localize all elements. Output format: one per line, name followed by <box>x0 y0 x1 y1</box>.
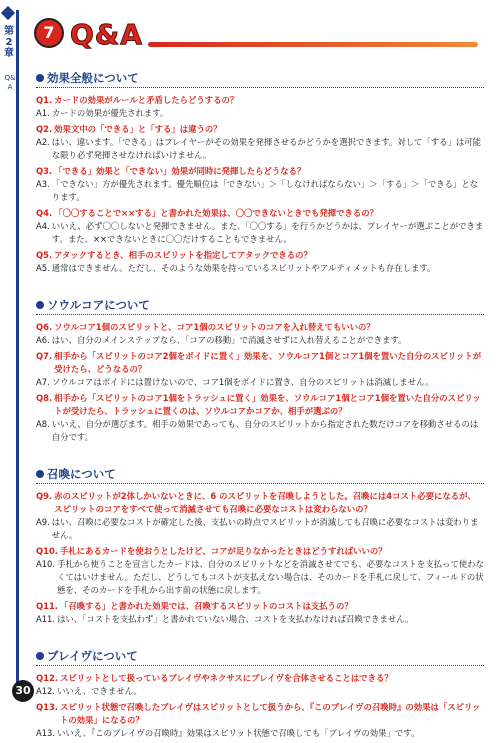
question-label: Q9. <box>36 491 53 501</box>
answer-text: はい、自分のメインステップなら、「コアの移動」で消滅させずに入れ替えることができます。 <box>51 335 407 345</box>
page-header <box>36 18 476 56</box>
answer-text: 通常はできません。ただし、そのような効果を持っているスピリットやアルティメットも存在します。 <box>51 263 436 273</box>
page-title: Q&A <box>70 18 143 51</box>
question-text: 「〇〇することで××する」と書かれた効果は、〇〇できないときでも発揮できるの？ <box>54 208 379 218</box>
answer-text: カードの効果が優先されます。 <box>51 108 169 118</box>
answer-text: はい、召喚に必要なコストが確定した後、支払いの時点でスピリットが消滅しても召喚に必要なコストは変わりません。 <box>51 517 479 540</box>
qa-item <box>36 545 484 597</box>
answer-label: A12. <box>36 686 56 696</box>
question-label: Q11. <box>36 601 58 611</box>
question-row <box>36 701 484 727</box>
section-heading-text: 効果全般について <box>47 71 139 85</box>
question-row <box>36 490 484 516</box>
qa-item <box>36 94 484 120</box>
page-number: 30 <box>12 680 34 702</box>
answer-text: いいえ、できません。 <box>57 686 142 696</box>
answer-label: A3. <box>36 179 50 189</box>
question-text: 「召喚する」と書かれた効果では、召喚するスピリットのコストは支払うの？ <box>59 601 353 611</box>
question-text: ソウルコア1個のスピリットと、コア1個のスピリットのコアを入れ替えてもいいの？ <box>54 322 375 332</box>
question-text: 相手から「スピリットのコア1個をトラッシュに置く」効果を、ソウルコア1個とコア1個を置いた自分のスピリットが受けたら、トラッシュに置くのは、ソウルコアかコアか、相手が選ぶの？ <box>54 393 481 416</box>
answer-label: A11. <box>36 614 56 624</box>
qa-section <box>36 648 484 740</box>
answer-text: いいえ、必ず〇〇しないと発揮できません。また、「〇〇する」を行うかどうかは、プレイヤーが選ぶことができます。また、××できないときに〇〇だけすることもできません。 <box>51 221 484 244</box>
answer-label: A9. <box>36 517 50 527</box>
question-label: Q4. <box>36 208 53 218</box>
question-text: スピリットとして扱っているブレイヴやネクサスにブレイヴを合体させることはできる？ <box>59 673 393 683</box>
qa-item <box>36 123 484 162</box>
answer-text: はい、違います。「できる」はプレイヤーがその効果を発揮させるかどうかを選択できます。対して「する」は可能な限り必ず発揮させなければいけません。 <box>51 137 481 160</box>
section-heading-text: 召喚について <box>47 467 116 481</box>
answer-row <box>36 220 484 246</box>
chapter-sub-label: Q&A <box>4 74 16 91</box>
question-row <box>36 249 484 262</box>
chapter-sidebar <box>0 0 20 706</box>
answer-text: いいえ、『このブレイヴの召喚時』効果はスピリット状態で召喚しても「ブレイヴの効果」です。 <box>57 728 420 738</box>
answer-label: A7. <box>36 377 50 387</box>
question-label: Q1. <box>36 95 53 105</box>
section-heading <box>36 70 484 88</box>
qa-content <box>36 64 484 743</box>
qa-section <box>36 466 484 626</box>
answer-text: いいえ、自分が選びます。相手の効果であっても、自分のスピリットから指定された数だけコアを移動させるのは自分です。 <box>51 419 479 442</box>
answer-text: ソウルコアはボイドには置けないので、コア1個をボイドに置き、自分のスピリットは消滅しません。 <box>51 377 434 387</box>
answer-row <box>36 516 484 542</box>
answer-row <box>36 334 484 347</box>
answer-text: 手札から使うことを宣言したカードは、自分のスピリットなどを消滅させてでも、必要なコストを支払って使わなくてはいけません。ただし、どうしてもコストが支払えない場合は、そのカードを手札に戻して、フィールドの状態を、そのカードを手札から出す前の状態に戻します。 <box>57 559 484 595</box>
answer-row <box>36 613 484 626</box>
chapter-label: 第2章 <box>4 26 14 59</box>
header-accent-bar <box>148 42 478 47</box>
question-text: 赤のスピリットが2体しかいないときに、6 のスピリットを召喚しようとした。召喚には4コスト必要になるが、スピリットのコアをすべて使って消滅させても召喚に必要なコストは変わらないの？ <box>54 491 476 514</box>
answer-label: A13. <box>36 728 56 738</box>
question-label: Q6. <box>36 322 53 332</box>
diamond-icon <box>1 6 15 20</box>
answer-row <box>36 685 484 698</box>
question-row <box>36 123 484 136</box>
qa-item <box>36 165 484 204</box>
bullet-icon <box>36 301 44 309</box>
section-heading-text: ブレイヴについて <box>47 649 138 663</box>
answer-row <box>36 558 484 597</box>
question-row <box>36 545 484 558</box>
question-text: 「できる」効果と「できない」効果が同時に発揮したらどうなる？ <box>54 166 306 176</box>
answer-row <box>36 107 484 120</box>
answer-label: A10. <box>36 559 56 569</box>
section-heading <box>36 466 484 484</box>
question-label: Q3. <box>36 166 53 176</box>
qa-section <box>36 297 484 444</box>
qa-item <box>36 321 484 347</box>
qa-section <box>36 70 484 275</box>
bullet-icon <box>36 74 44 82</box>
section-heading <box>36 648 484 666</box>
question-label: Q2. <box>36 124 53 134</box>
question-text: アタックするとき、相手のスピリットを指定してアタックできるの？ <box>54 250 312 260</box>
answer-row <box>36 727 484 740</box>
question-row <box>36 94 484 107</box>
answer-text: はい、「コストを支払わず」と書かれていない場合、コストを支払わなければ召喚できません。 <box>57 614 414 624</box>
section-number-badge: 7 <box>36 20 62 46</box>
answer-row <box>36 262 484 275</box>
answer-row <box>36 418 484 444</box>
bullet-icon <box>36 652 44 660</box>
question-row <box>36 350 484 376</box>
answer-row <box>36 376 484 389</box>
question-label: Q10. <box>36 546 58 556</box>
question-text: 相手から「スピリットのコア2個をボイドに置く」効果を、ソウルコア1個とコア1個を置いた自分のスピリットが受けたら、どうなるの？ <box>54 351 482 374</box>
question-label: Q13. <box>36 702 58 712</box>
answer-label: A8. <box>36 419 50 429</box>
section-heading <box>36 297 484 315</box>
answer-label: A5. <box>36 263 50 273</box>
question-label: Q7. <box>36 351 53 361</box>
answer-label: A1. <box>36 108 50 118</box>
question-text: 効果文中の「できる」と「する」は違うの？ <box>54 124 222 134</box>
answer-row <box>36 178 484 204</box>
qa-item <box>36 392 484 444</box>
qa-item <box>36 672 484 698</box>
question-label: Q8. <box>36 393 53 403</box>
qa-item <box>36 350 484 389</box>
question-text: スピリット状態で召喚したブレイヴはスピリットとして扱うから、『このブレイヴの召喚時』の効果は「スピリットの効果」になるの？ <box>59 702 481 725</box>
question-text: カードの効果がルールと矛盾したらどうするの？ <box>54 95 239 105</box>
qa-item <box>36 701 484 740</box>
sidebar-rule <box>16 10 19 686</box>
qa-item <box>36 207 484 246</box>
question-label: Q12. <box>36 673 58 683</box>
question-text: 手札にあるカードを使おうとしたけど、コアが足りなかったときはどうすればいいの？ <box>59 546 387 556</box>
bullet-icon <box>36 470 44 478</box>
question-row <box>36 321 484 334</box>
answer-label: A2. <box>36 137 50 147</box>
qa-item <box>36 490 484 542</box>
answer-text: 「できない」方が優先されます。優先順位は「できない」＞「しなければならない」＞「する」＞「できる」となります。 <box>51 179 479 202</box>
answer-label: A6. <box>36 335 50 345</box>
question-row <box>36 600 484 613</box>
answer-label: A4. <box>36 221 50 231</box>
question-row <box>36 165 484 178</box>
qa-item <box>36 600 484 626</box>
question-row <box>36 392 484 418</box>
answer-row <box>36 136 484 162</box>
section-heading-text: ソウルコアについて <box>47 298 150 312</box>
question-label: Q5. <box>36 250 53 260</box>
question-row <box>36 672 484 685</box>
qa-item <box>36 249 484 275</box>
question-row <box>36 207 484 220</box>
